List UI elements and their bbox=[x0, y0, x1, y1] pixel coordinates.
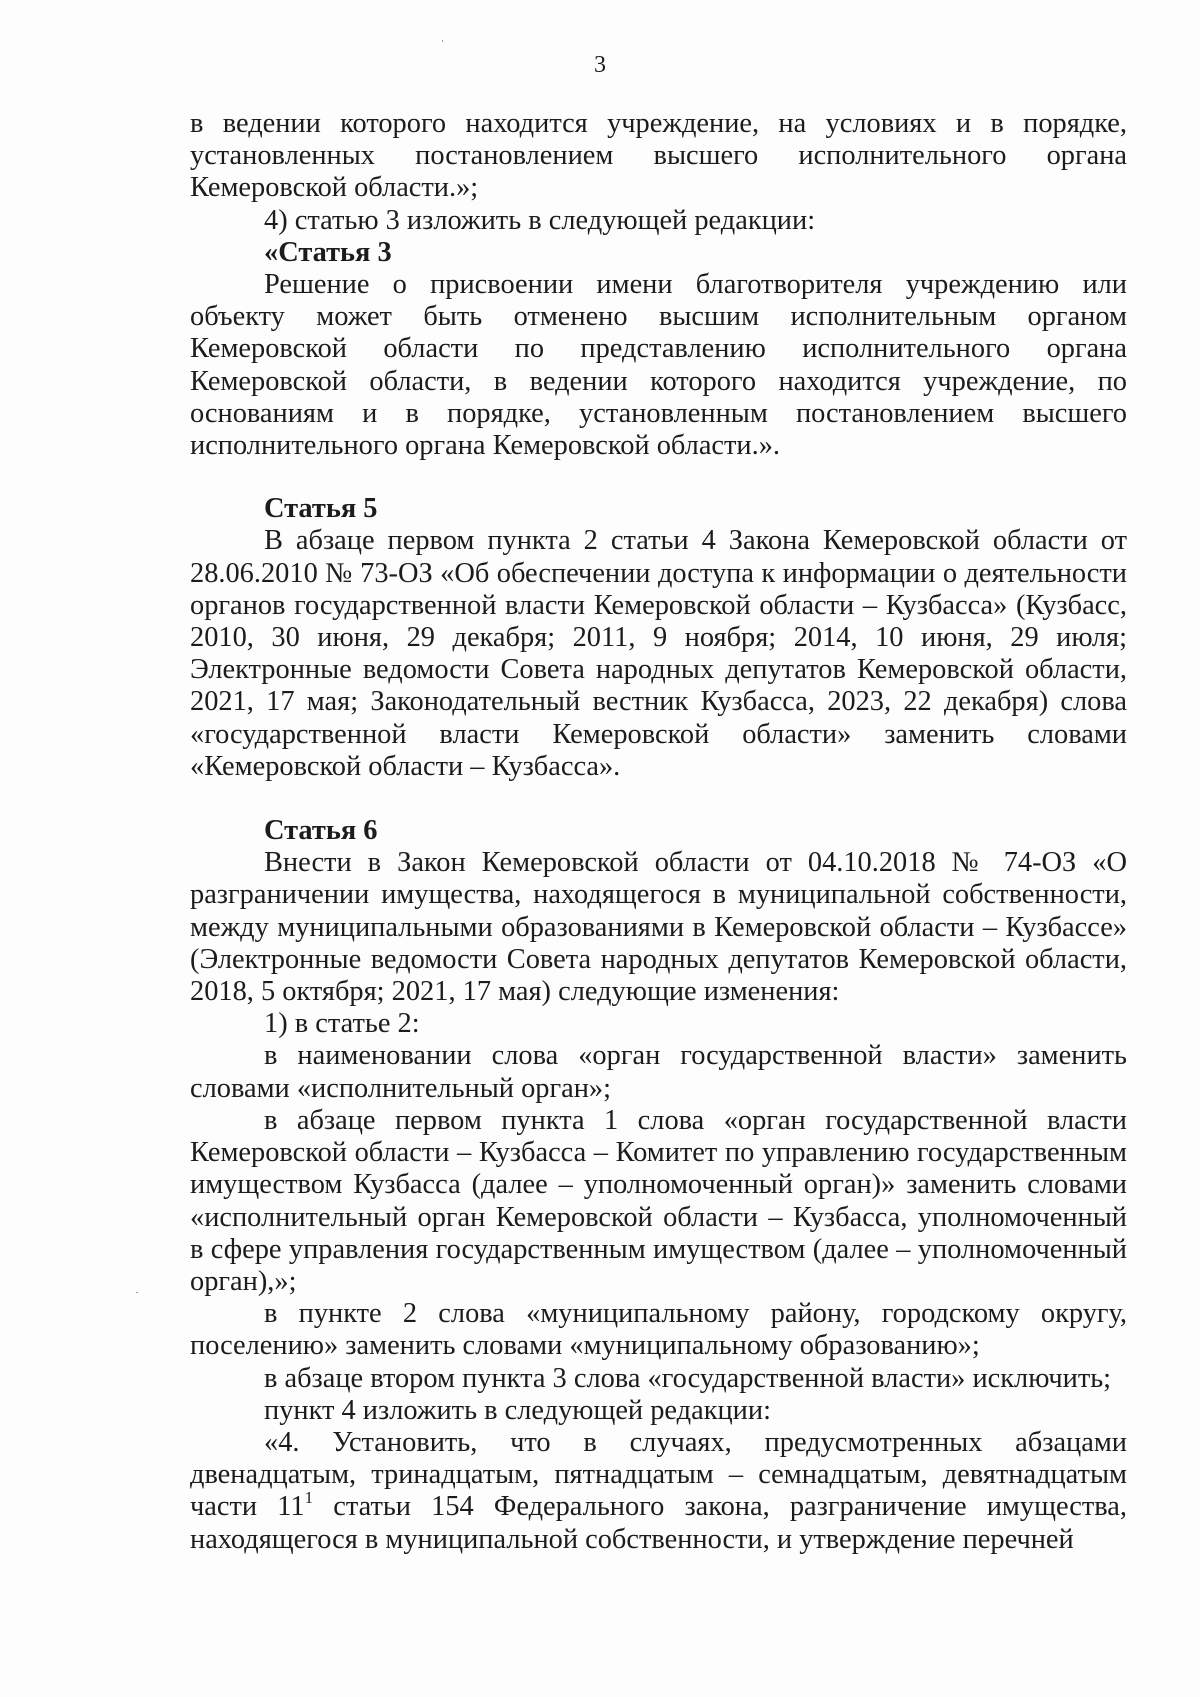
article-6-change-point-4: пункт 4 изложить в следующей редакции: bbox=[264, 1394, 771, 1426]
quoted-article-3-heading: «Статья 3 bbox=[264, 236, 392, 268]
article-6-item-1: 1) в статье 2: bbox=[264, 1008, 420, 1040]
article-6-intro: Внести в Закон Кемеровской области от 04.10.2018 № 74-ОЗ «О разграничении имущества, находящегося в муниципальной собственности, между муниципальными образованиями в Кемеровской области – Кузбассе» (Электронные ведомости Совета народных депутатов Кемеровской области, 2018, 5 октября; 2021, 17 мая) следующие изменения: bbox=[190, 847, 1127, 1008]
quoted-point-4-text-before: «4. Установить, что в случаях, предусмотренных абзацами двенадцатым, тринадцатым, пятнадцатым – семнадцатым, девятнадцатым части 11 bbox=[190, 1426, 1127, 1523]
scan-artifact-left bbox=[136, 1292, 138, 1293]
article-6-change-point-3: в абзаце втором пункта 3 слова «государственной власти» исключить; bbox=[264, 1362, 1112, 1394]
article-5-text: В абзаце первом пункта 2 статьи 4 Закона Кемеровской области от 28.06.2010 № 73-ОЗ «Об обеспечении доступа к информации о деятельности органов государственной власти Кемеровской области – Кузбасса» (Кузбасс, 2010, 30 июня, 29 декабря; 2011, 9 ноября; 2014, 10 июня, 29 июля; Электронные ведомости Совета народных депутатов Кемеровской области, 2021, 17 мая; Законодательный вестник Кузбасса, 2023, 22 декабря) слова «государственной власти Кемеровской области» заменить словами «Кемеровской области – Кузбасса». bbox=[190, 525, 1127, 782]
quoted-point-4-text-after: статьи 154 Федерального закона, разграничение имущества, находящегося в муниципальной собственности, и утверждение перечней bbox=[190, 1491, 1127, 1555]
paragraph-continuation: в ведении которого находится учреждение, на условиях и в порядке, установленных постановлением высшего исполнительного органа Кемеровской области.»; bbox=[190, 108, 1127, 204]
superscript-marker: 1 bbox=[304, 1488, 314, 1508]
article-6-change-point-1: в абзаце первом пункта 1 слова «орган государственной власти Кемеровской области – Кузбасса – Комитет по управлению государственным имуществом Кузбасса (далее – уполномоченный орган)» заменить словами «исполнительный орган Кемеровской области – Кузбасса, уполномоченный в сфере управления государственным имуществом (далее – уполномоченный орган),»; bbox=[190, 1104, 1127, 1297]
article-5-heading: Статья 5 bbox=[264, 493, 378, 525]
quoted-point-4-text bbox=[190, 1427, 1127, 1556]
article-6-heading: Статья 6 bbox=[264, 815, 378, 847]
list-item-4: 4) статью 3 изложить в следующей редакции: bbox=[264, 204, 816, 236]
article-6-change-point-2: в пункте 2 слова «муниципальному району, городскому округу, поселению» заменить словами «муниципальному образованию»; bbox=[190, 1298, 1127, 1362]
page-number: 3 bbox=[594, 52, 606, 78]
article-6-change-title: в наименовании слова «орган государственной власти» заменить словами «исполнительный орган»; bbox=[190, 1040, 1127, 1104]
scan-artifact-top bbox=[442, 40, 443, 42]
quoted-article-3-text: Решение о присвоении имени благотворителя учреждению или объекту может быть отменено высшим исполнительным органом Кемеровской области по представлению исполнительного органа Кемеровской области, в ведении которого находится учреждение, по основаниям и в порядке, установленным постановлением высшего исполнительного органа Кемеровской области.». bbox=[190, 269, 1127, 462]
document-body bbox=[190, 108, 1127, 1556]
